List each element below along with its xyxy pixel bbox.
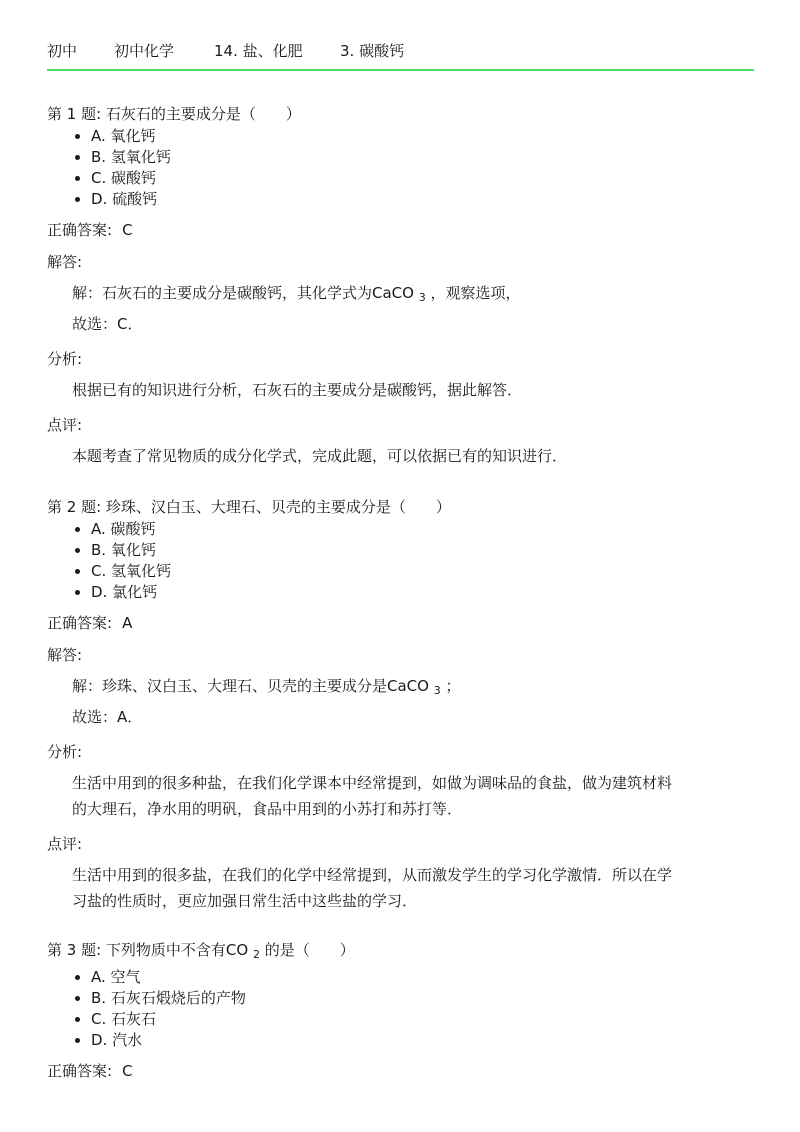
solution-line-1: 解：石灰石的主要成分是碳酸钙，其化学式为CaCO $_3$ ，观察选项， (72, 284, 521, 304)
comment-body (47, 443, 754, 469)
correct-answer (47, 220, 754, 240)
option-c: • C. 石灰石 (91, 1009, 754, 1030)
correct-answer-label: 正确答案: (47, 1062, 113, 1080)
solution-line-2: 故选：C． (72, 315, 143, 333)
question-1 (47, 104, 754, 469)
option-d: • D. 汽水 (91, 1030, 754, 1051)
correct-answer-value: C (122, 1062, 133, 1080)
analysis-label: 分析: (47, 743, 83, 761)
breadcrumb (47, 41, 404, 61)
correct-answer-label: 正确答案: (47, 614, 113, 632)
analysis-line-1: 生活中用到的很多种盐，在我们化学课本中经常提到，如做为调味品的食盐，做为建筑材料 (72, 774, 673, 792)
option-a: • A. 碳酸钙 (91, 519, 754, 540)
analysis-text: 根据已有的知识进行分析，石灰石的主要成分是碳酸钙，据此解答． (72, 381, 523, 399)
option-b: • B. 氧化钙 (91, 540, 754, 561)
question-title: 第 1 题: 石灰石的主要成分是（ ） (47, 105, 301, 123)
comment-line-2: 习盐的性质时，更应加强日常生活中这些盐的学习． (72, 892, 418, 910)
option-list (47, 126, 754, 210)
comment-text: 本题考查了常见物质的成分化学式，完成此题，可以依据已有的知识进行． (72, 447, 568, 465)
question-title: 第 3 题: 下列物质中不含有CO $_2$ 的是（ ） (47, 941, 355, 961)
solution-line-1: 解：珍珠、汉白玉、大理石、贝壳的主要成分是CaCO $_3$ ； (72, 677, 461, 697)
breadcrumb-level-1[interactable]: 初中 (47, 42, 78, 60)
comment-label: 点评: (47, 835, 83, 853)
comment-body (47, 862, 754, 914)
option-d: • D. 氯化钙 (91, 582, 754, 603)
option-a: • A. 空气 (91, 967, 754, 988)
question-2 (47, 497, 754, 914)
correct-answer-value: A (122, 614, 133, 632)
option-b: • B. 氢氧化钙 (91, 147, 754, 168)
solution-body (47, 280, 754, 337)
option-c: • C. 氢氧化钙 (91, 561, 754, 582)
correct-answer-value: C (122, 221, 133, 239)
analysis-line-2: 的大理石，净水用的明矾，食品中用到的小苏打和苏打等． (72, 800, 463, 818)
analysis-body (47, 377, 754, 403)
option-c: • C. 碳酸钙 (91, 168, 754, 189)
analysis-body (47, 770, 754, 822)
option-b: • B. 石灰石煅烧后的产物 (91, 988, 754, 1009)
option-d: • D. 硫酸钙 (91, 189, 754, 210)
correct-answer (47, 613, 754, 633)
solution-label: 解答: (47, 646, 83, 664)
comment-label: 点评: (47, 416, 83, 434)
breadcrumb-level-3[interactable]: 14. 盐、化肥 (214, 42, 303, 60)
question-title: 第 2 题: 珍珠、汉白玉、大理石、贝壳的主要成分是（ ） (47, 498, 451, 516)
breadcrumb-level-2[interactable]: 初中化学 (114, 42, 175, 60)
solution-line-2: 故选：A． (72, 708, 143, 726)
option-list (47, 967, 754, 1051)
breadcrumb-level-4[interactable]: 3. 碳酸钙 (340, 42, 405, 60)
header-divider (47, 69, 754, 71)
comment-line-1: 生活中用到的很多盐，在我们的化学中经常提到，从而激发学生的学习化学激情．所以在学 (72, 866, 673, 884)
option-a: • A. 氧化钙 (91, 126, 754, 147)
correct-answer-label: 正确答案: (47, 221, 113, 239)
analysis-label: 分析: (47, 350, 83, 368)
correct-answer (47, 1061, 754, 1081)
solution-body (47, 673, 754, 730)
solution-label: 解答: (47, 253, 83, 271)
question-3 (47, 940, 754, 1081)
option-list (47, 519, 754, 603)
